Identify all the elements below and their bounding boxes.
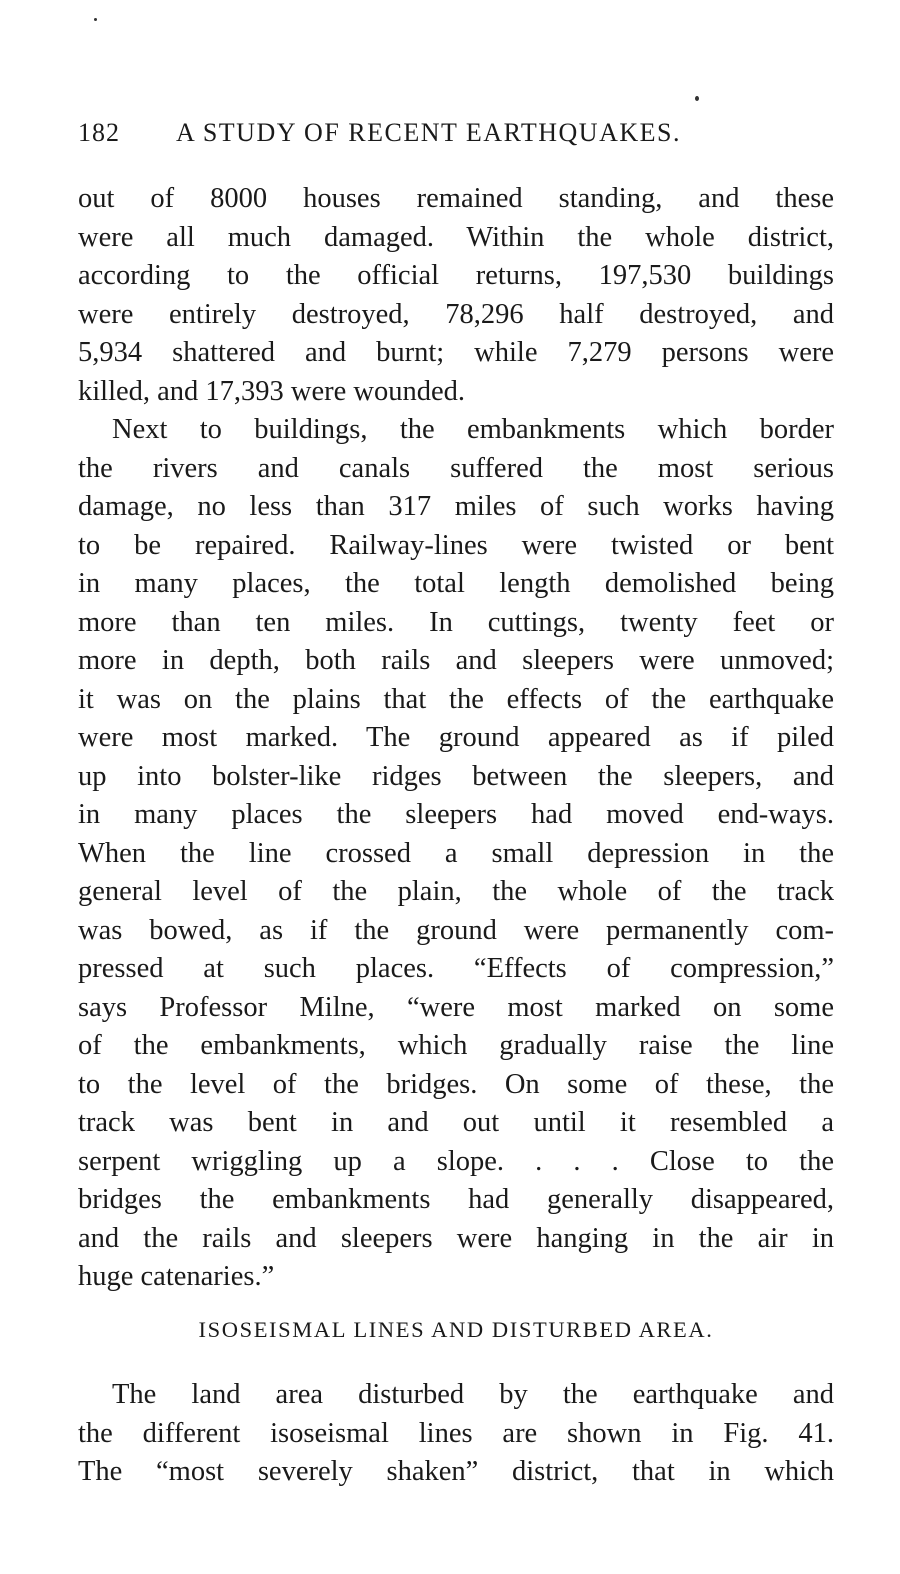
page-speck xyxy=(695,96,699,101)
page-speck xyxy=(94,18,97,21)
text-line: huge catenaries.” xyxy=(78,1261,275,1292)
paragraph-2 xyxy=(78,411,834,1297)
text-line: to the level of the bridges. On some of these, the xyxy=(78,1068,834,1100)
text-line: The land area disturbed by the earthquake and xyxy=(112,1379,834,1410)
text-line: track was bent in and out until it resembled a xyxy=(78,1107,834,1138)
text-line: was bowed, as if the ground were permanently com- xyxy=(78,914,834,946)
page-number: 182 xyxy=(78,118,120,147)
text-line: up into bolster-like ridges between the sleepers, and xyxy=(78,760,834,792)
text-line: to be repaired. Railway-lines were twisted or bent xyxy=(78,529,834,561)
text-line: and the rails and sleepers were hanging in the air in xyxy=(78,1222,834,1254)
text-line: more in depth, both rails and sleepers were unmoved; xyxy=(78,645,834,676)
paragraph-1 xyxy=(78,180,834,411)
text-line: When the line crossed a small depression in the xyxy=(78,837,834,869)
text-line: the rivers and canals suffered the most serious xyxy=(78,452,834,484)
text-line: The “most severely shaken” district, that in which xyxy=(78,1456,834,1487)
text-line: in many places, the total length demolished being xyxy=(78,568,834,599)
text-line: in many places the sleepers had moved end-ways. xyxy=(78,799,834,830)
text-line: serpent wriggling up a slope. . . . Close to the xyxy=(78,1145,834,1177)
text-line: out of 8000 houses remained standing, and these xyxy=(78,183,834,214)
running-head xyxy=(78,118,838,148)
text-line: Next to buildings, the embankments which border xyxy=(112,414,834,445)
text-line: the different isoseismal lines are shown in Fig. 41. xyxy=(78,1417,834,1449)
text-line: were all much damaged. Within the whole district, xyxy=(78,221,834,253)
text-line: damage, no less than 317 miles of such works having xyxy=(78,491,834,522)
section-paragraph xyxy=(78,1376,834,1492)
text-line: bridges the embankments had generally disappeared, xyxy=(78,1184,834,1215)
text-line: killed, and 17,393 were wounded. xyxy=(78,375,466,407)
text-line: of the embankments, which gradually raise the line xyxy=(78,1030,834,1061)
text-line: pressed at such places. “Effects of compression,” xyxy=(78,953,834,984)
section-heading: ISOSEISMAL LINES AND DISTURBED AREA. xyxy=(198,1317,714,1342)
body-text xyxy=(78,180,834,1297)
text-line: more than ten miles. In cuttings, twenty feet or xyxy=(78,606,834,638)
text-line: were entirely destroyed, 78,296 half destroyed, and xyxy=(78,298,834,330)
text-line: were most marked. The ground appeared as if piled xyxy=(78,722,834,753)
text-line: 5,934 shattered and burnt; while 7,279 persons were xyxy=(78,337,834,368)
text-line: says Professor Milne, “were most marked on some xyxy=(78,991,834,1023)
text-line: general level of the plain, the whole of the track xyxy=(78,876,834,907)
text-line: it was on the plains that the effects of the earthquake xyxy=(78,683,834,715)
running-title: A STUDY OF RECENT EARTHQUAKES. xyxy=(176,118,681,147)
text-line: according to the official returns, 197,530 buildings xyxy=(78,260,834,291)
